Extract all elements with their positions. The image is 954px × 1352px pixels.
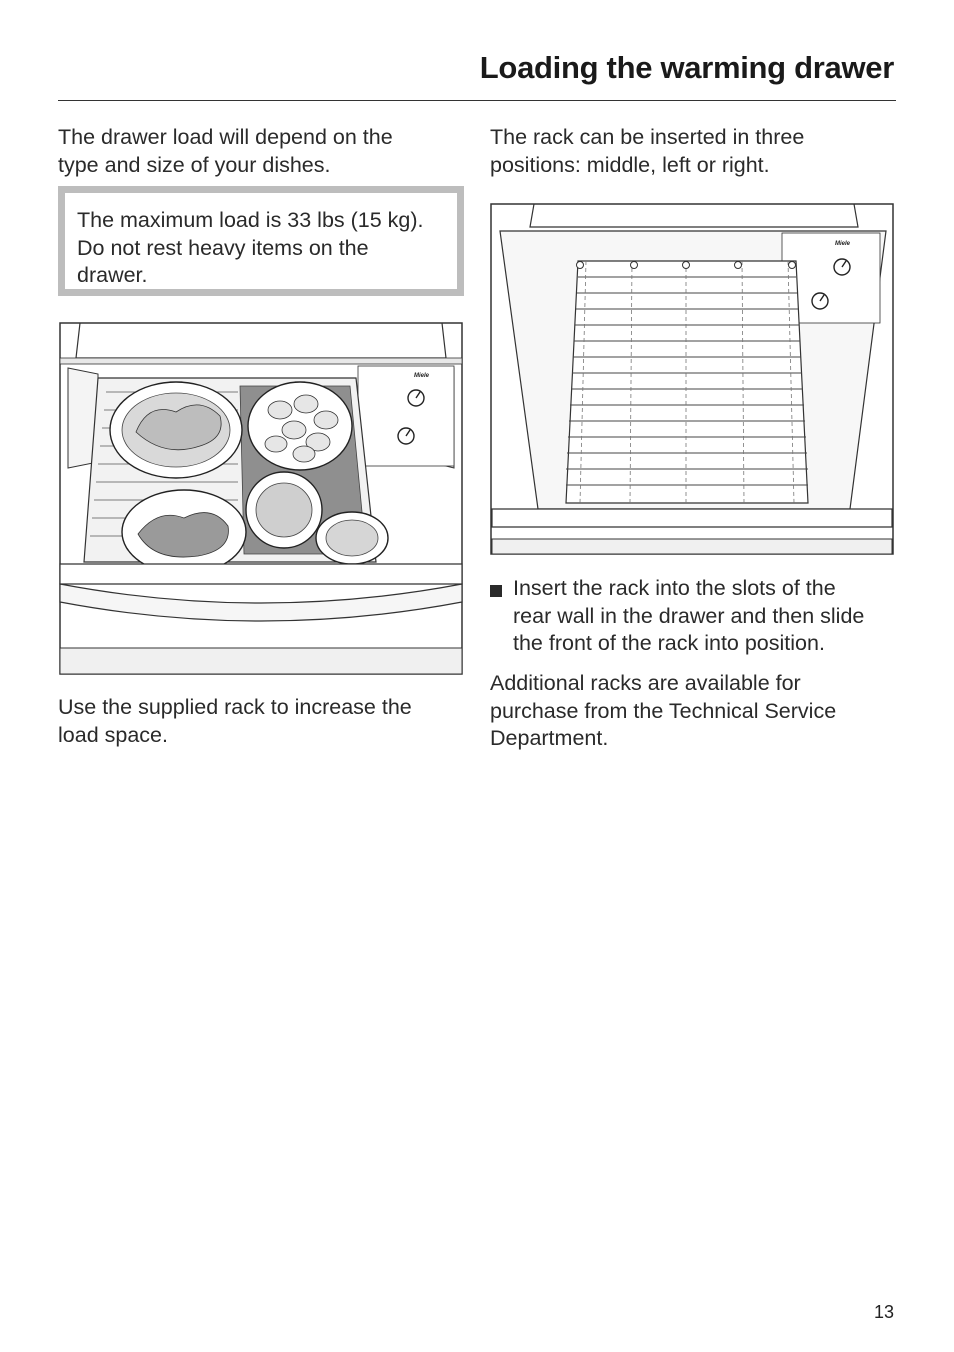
left-caption-line-2: load space. (58, 722, 168, 747)
bullet-line-2: rear wall in the drawer and then slide (513, 603, 865, 628)
right-intro-line-2: positions: middle, left or right. (490, 152, 770, 177)
warning-line-1: The maximum load is 33 lbs (15 kg). (77, 208, 424, 232)
rack-inserted-figure (490, 203, 894, 555)
right-extra-line-2: purchase from the Technical Service (490, 698, 837, 723)
warning-line-3: drawer. (77, 263, 148, 287)
warning-line-2: Do not rest heavy items on the (77, 235, 369, 260)
brand-logo: Miele (414, 373, 430, 379)
left-intro-line-2: type and size of your dishes. (58, 152, 331, 177)
warning-box (58, 186, 464, 296)
right-intro (490, 124, 900, 179)
page-title: Loading the warming drawer (479, 50, 894, 85)
left-intro-line-1: The drawer load will depend on the (58, 125, 393, 149)
bullet-square-icon (490, 585, 502, 597)
left-intro (58, 124, 468, 179)
bullet-line-1: Insert the rack into the slots of the (513, 576, 836, 600)
right-intro-line-1: The rack can be inserted in three (490, 125, 805, 149)
right-extra-line-1: Additional racks are available for (490, 671, 801, 695)
bullet-text (513, 575, 898, 658)
page-number: 13 (873, 1302, 894, 1322)
title-rule (58, 100, 896, 101)
bullet-line-3: the front of the rack into position. (513, 631, 825, 655)
right-extra-line-3: Department. (490, 726, 609, 750)
left-caption-line-1: Use the supplied rack to increase the (58, 695, 412, 719)
drawer-loaded-figure (58, 322, 464, 676)
right-extra (490, 670, 900, 753)
brand-logo: Miele (835, 241, 851, 247)
left-caption (58, 694, 468, 749)
